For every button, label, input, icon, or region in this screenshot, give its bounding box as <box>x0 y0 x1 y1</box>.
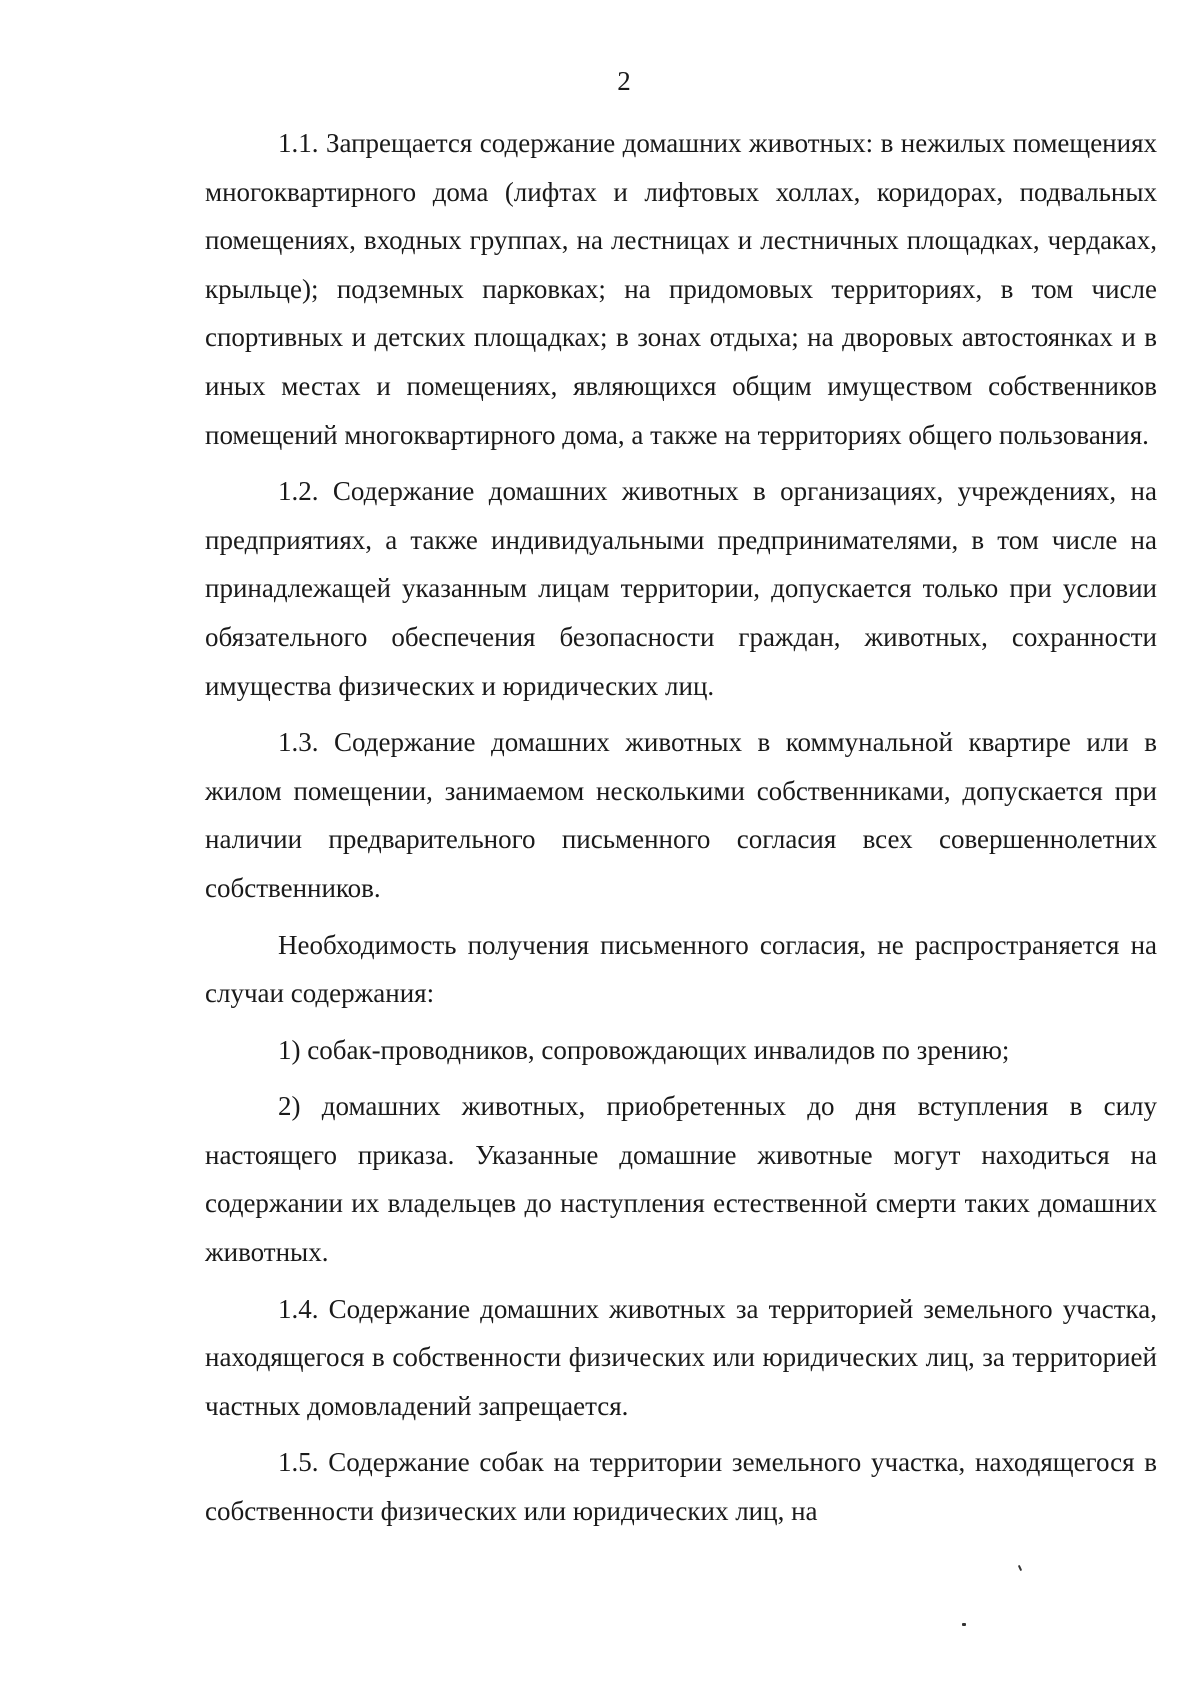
paragraph-1-3: 1.3. Содержание домашних животных в коммунальной квартире или в жилом помещении, занимаемом несколькими собственниками, допускается при наличии предварительного письменного согласия всех совершеннолетних собственников. <box>205 727 1157 903</box>
paragraph-1-1: 1.1. Запрещается содержание домашних животных: в нежилых помещениях многоквартирного дома (лифтах и лифтовых холлах, коридорах, подвальных помещениях, входных группах, на лестницах и лестничных площадках, чердаках, крыльце); подземных парковках; на придомовых территориях, в том числе спортивных и детских площадках; в зонах отдыха; на дворовых автостоянках и в иных местах и помещениях, являющихся общим имуществом собственников помещений многоквартирного дома, а также на территориях общего пользования. <box>205 128 1157 450</box>
document-body <box>205 119 1157 1536</box>
paragraph-exceptions-intro: Необходимость получения письменного согласия, не распространяется на случаи содержания: <box>205 929 1157 1009</box>
scan-speck <box>1018 1565 1022 1571</box>
exception-item-1: 1) собак-проводников, сопровождающих инвалидов по зрению; <box>278 1034 1010 1065</box>
paragraph-1-5: 1.5. Содержание собак на территории земельного участка, находящегося в собственности физических или юридических лиц, на <box>205 1447 1157 1527</box>
paragraph-1-2: 1.2. Содержание домашних животных в организациях, учреждениях, на предприятиях, а также индивидуальными предпринимателями, в том числе на принадлежащей указанным лицам территории, допускается только при условии обязательного обеспечения безопасности граждан, животных, сохранности имущества физических и юридических лиц. <box>205 476 1157 701</box>
exception-item-2: 2) домашних животных, приобретенных до дня вступления в силу настоящего приказа. Указанные домашние животные могут находиться на содержании их владельцев до наступления естественной смерти таких домашних животных. <box>205 1091 1157 1268</box>
scan-speck <box>962 1623 966 1626</box>
page-number: 2 <box>617 66 631 96</box>
paragraph-1-4: 1.4. Содержание домашних животных за территорией земельного участка, находящегося в собственности физических или юридических лиц, за территорией частных домовладений запрещается. <box>205 1293 1157 1421</box>
